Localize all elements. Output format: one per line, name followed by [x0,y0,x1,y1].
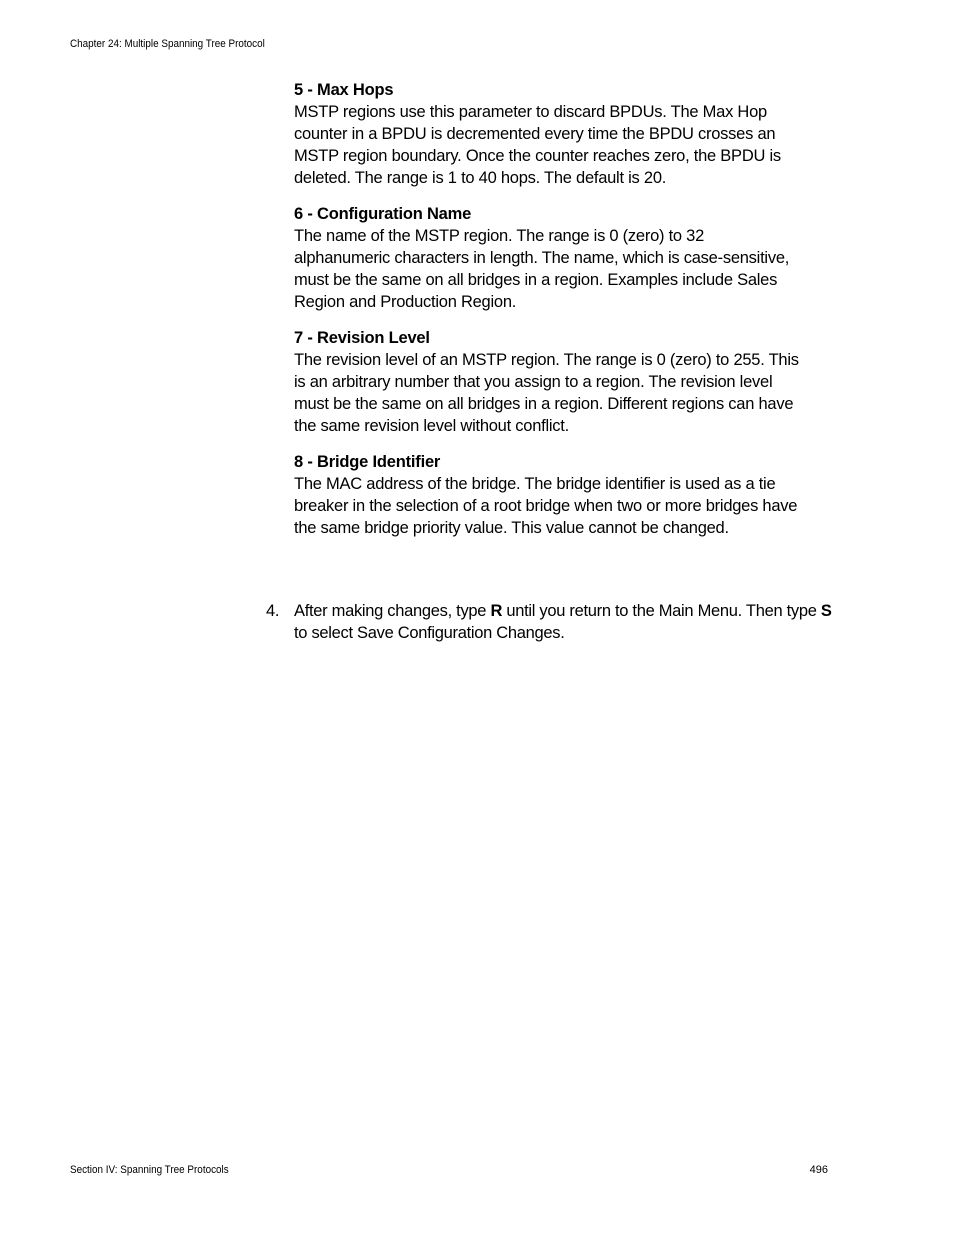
parameter-item-configuration-name [294,203,834,313]
parameter-list [294,79,834,553]
parameter-item-revision-level [294,327,834,437]
parameter-title: 7 - Revision Level [294,329,430,347]
parameter-item-max-hops [294,79,834,189]
parameter-description: The name of the MSTP region. The range is 0 (zero) to 32 alphanumeric characters in length. The name, which is case-sensitive, must be the same on all bridges in a region. Examples include Sales Region and Production Region. [294,227,790,311]
page-number: 496 [809,1164,828,1176]
procedure-step [266,600,846,644]
parameter-title: 6 - Configuration Name [294,205,472,223]
parameter-title: 5 - Max Hops [294,81,394,99]
step-text-part: until you return to the Main Menu. Then type [502,602,821,620]
key-r: R [490,602,503,620]
step-text-part: After making changes, type [294,602,491,620]
step-text-part: to select Save Configuration Changes. [294,624,565,642]
step-text [294,600,839,644]
parameter-description: MSTP regions use this parameter to discard BPDUs. The Max Hop counter in a BPDU is decremented every time the BPDU crosses an MSTP region boundary. Once the counter reaches zero, the BPDU is deleted. The range is 1 to 40 hops. The default is 20. [294,103,781,187]
parameter-description: The revision level of an MSTP region. The range is 0 (zero) to 255. This is an arbitrary number that you assign to a region. The revision level must be the same on all bridges in a region. Different regions can have the same revision level without conflict. [294,351,799,435]
footer-section-title: Section IV: Spanning Tree Protocols [70,1164,229,1176]
running-header: Chapter 24: Multiple Spanning Tree Protocol [70,38,265,50]
parameter-description: The MAC address of the bridge. The bridge identifier is used as a tie breaker in the selection of a root bridge when two or more bridges have the same bridge priority value. This value cannot be changed. [294,475,798,537]
key-s: S [820,602,832,620]
step-number: 4. [266,602,280,620]
parameter-title: 8 - Bridge Identifier [294,453,441,471]
parameter-item-bridge-identifier [294,451,834,539]
